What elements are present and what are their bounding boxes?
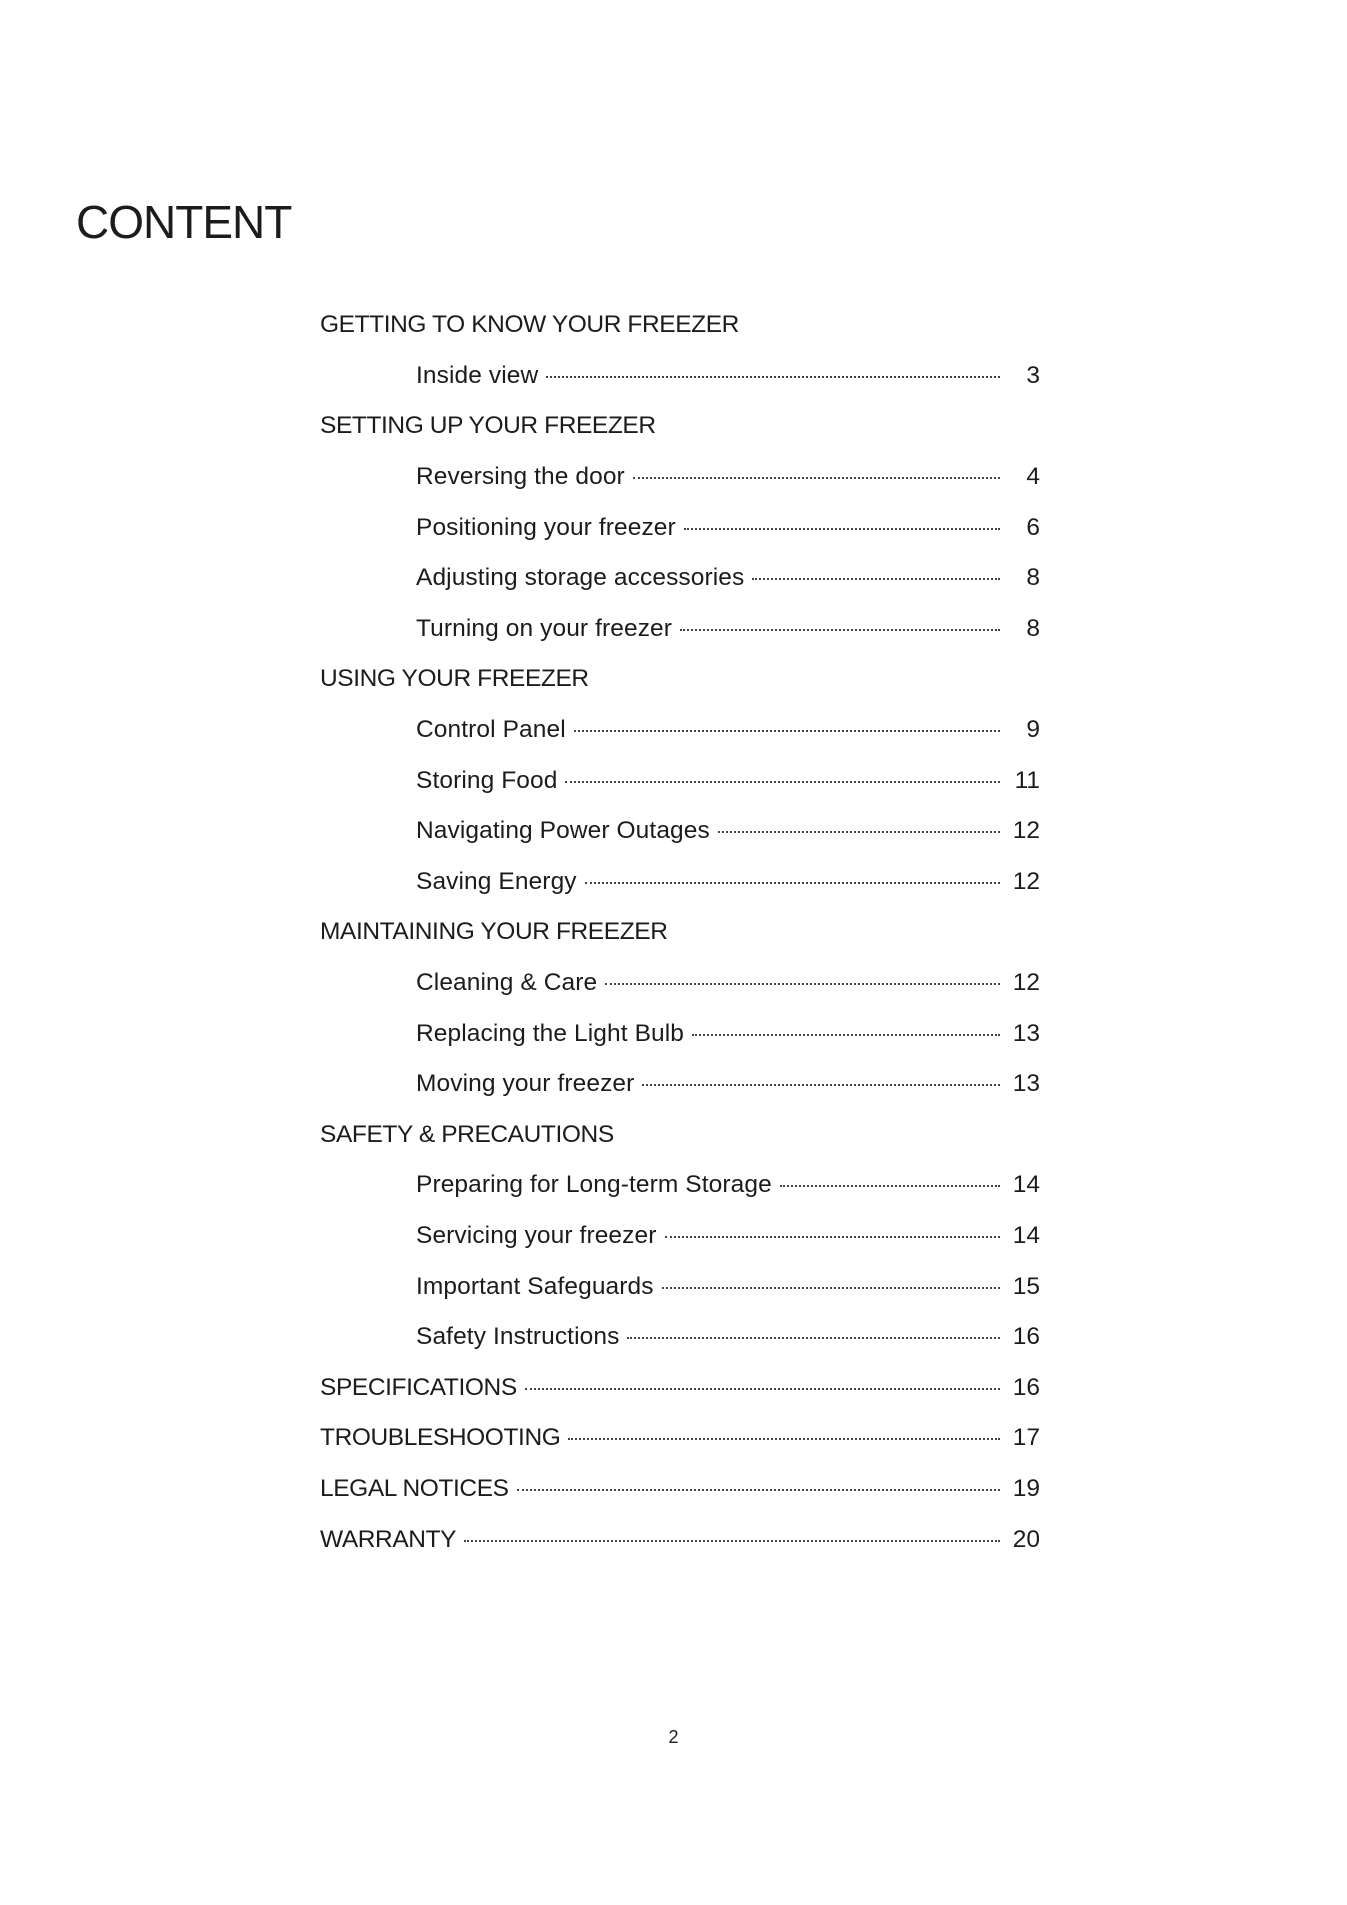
toc-entry-page: 17 (1012, 1424, 1040, 1452)
dot-leader (627, 1337, 1000, 1339)
toc-entry[interactable] (320, 1008, 1040, 1059)
toc-entry-label: Navigating Power Outages (416, 817, 710, 845)
toc-entry[interactable] (320, 958, 1040, 1009)
dot-leader (752, 578, 1000, 580)
toc-entry[interactable] (320, 1160, 1040, 1211)
toc-entry[interactable] (320, 351, 1040, 402)
toc-entry-label: Reversing the door (416, 463, 625, 491)
toc-entry-page: 12 (1012, 867, 1040, 895)
section-heading-label: USING YOUR FREEZER (320, 665, 589, 693)
dot-leader (680, 629, 1000, 631)
toc-entry-label: Adjusting storage accessories (416, 564, 745, 592)
toc-entry[interactable] (320, 1312, 1040, 1363)
toc-entry[interactable] (320, 705, 1040, 756)
toc-section-heading (320, 907, 1040, 958)
toc-entry-page: 14 (1012, 1221, 1040, 1249)
dot-leader (692, 1034, 1000, 1036)
toc-entry-label: Moving your freezer (416, 1070, 635, 1098)
toc-section-heading (320, 654, 1040, 705)
section-heading-label: SAFETY & PRECAUTIONS (320, 1120, 614, 1148)
dot-leader (568, 1438, 1000, 1440)
toc-entry-page: 9 (1026, 716, 1040, 744)
toc-entry-label: Control Panel (416, 716, 566, 744)
toc-entry-page: 6 (1026, 513, 1040, 541)
toc-entry[interactable] (320, 604, 1040, 655)
dot-leader (517, 1489, 1000, 1491)
dot-leader (585, 882, 1000, 884)
toc-entry-page: 4 (1026, 463, 1040, 491)
section-heading-label: GETTING TO KNOW YOUR FREEZER (320, 311, 739, 339)
toc-entry-page: 13 (1012, 1070, 1040, 1098)
toc-entry-page: 15 (1012, 1272, 1040, 1300)
dot-leader (546, 376, 1000, 378)
toc-entry-label: Inside view (416, 361, 539, 389)
toc-entry[interactable] (320, 1059, 1040, 1110)
toc-entry-page: 19 (1012, 1474, 1040, 1502)
page-number: 2 (668, 1727, 679, 1747)
dot-leader (665, 1236, 1001, 1238)
dot-leader (684, 528, 1000, 530)
toc-top-entry[interactable] (320, 1362, 1040, 1413)
section-heading-label: SETTING UP YOUR FREEZER (320, 412, 656, 440)
toc-entry-page: 14 (1012, 1171, 1040, 1199)
dot-leader (565, 781, 1000, 783)
toc-entry-page: 13 (1012, 1019, 1040, 1047)
toc-top-entry[interactable] (320, 1464, 1040, 1515)
toc-entry-label: WARRANTY (320, 1525, 457, 1553)
dot-leader (662, 1287, 1000, 1289)
toc-entry[interactable] (320, 755, 1040, 806)
toc-section-heading (320, 300, 1040, 351)
toc-entry[interactable] (320, 553, 1040, 604)
toc-entry-page: 8 (1026, 614, 1040, 642)
toc-entry-page: 8 (1026, 564, 1040, 592)
toc-entry-label: SPECIFICATIONS (320, 1373, 517, 1401)
toc-section-heading (320, 1110, 1040, 1161)
toc-entry-page: 20 (1012, 1525, 1040, 1553)
dot-leader (605, 983, 1000, 985)
dot-leader (642, 1084, 1000, 1086)
toc-entry-label: TROUBLESHOOTING (320, 1424, 561, 1452)
toc-entry-label: Important Safeguards (416, 1272, 654, 1300)
section-heading-label: MAINTAINING YOUR FREEZER (320, 918, 668, 946)
toc-top-entry[interactable] (320, 1514, 1040, 1565)
toc-entry[interactable] (320, 452, 1040, 503)
toc-entry-page: 3 (1026, 361, 1040, 389)
toc-entry-label: Servicing your freezer (416, 1221, 657, 1249)
toc-entry[interactable] (320, 857, 1040, 908)
dot-leader (574, 730, 1000, 732)
toc-entry-label: LEGAL NOTICES (320, 1474, 509, 1502)
toc-entry-label: Replacing the Light Bulb (416, 1019, 684, 1047)
dot-leader (780, 1185, 1000, 1187)
dot-leader (718, 831, 1000, 833)
toc-entry-label: Preparing for Long-term Storage (416, 1171, 772, 1199)
toc-entry-label: Cleaning & Care (416, 969, 598, 997)
toc-entry-label: Saving Energy (416, 867, 577, 895)
toc-entry-label: Turning on your freezer (416, 614, 673, 642)
dot-leader (525, 1388, 1000, 1390)
toc-entry-page: 16 (1012, 1373, 1040, 1401)
table-of-contents (320, 300, 1040, 1565)
page-title: CONTENT (76, 195, 292, 248)
toc-top-entry[interactable] (320, 1413, 1040, 1464)
dot-leader (464, 1540, 1000, 1542)
toc-section-heading (320, 401, 1040, 452)
toc-entry-page: 12 (1012, 817, 1040, 845)
toc-entry-label: Storing Food (416, 766, 558, 794)
dot-leader (633, 477, 1000, 479)
toc-entry[interactable] (320, 502, 1040, 553)
toc-entry-page: 12 (1012, 969, 1040, 997)
toc-entry[interactable] (320, 1211, 1040, 1262)
toc-entry[interactable] (320, 806, 1040, 857)
toc-entry-label: Positioning your freezer (416, 513, 676, 541)
toc-entry-label: Safety Instructions (416, 1323, 620, 1351)
toc-entry-page: 16 (1012, 1323, 1040, 1351)
toc-entry[interactable] (320, 1261, 1040, 1312)
toc-entry-page: 11 (1014, 766, 1040, 794)
